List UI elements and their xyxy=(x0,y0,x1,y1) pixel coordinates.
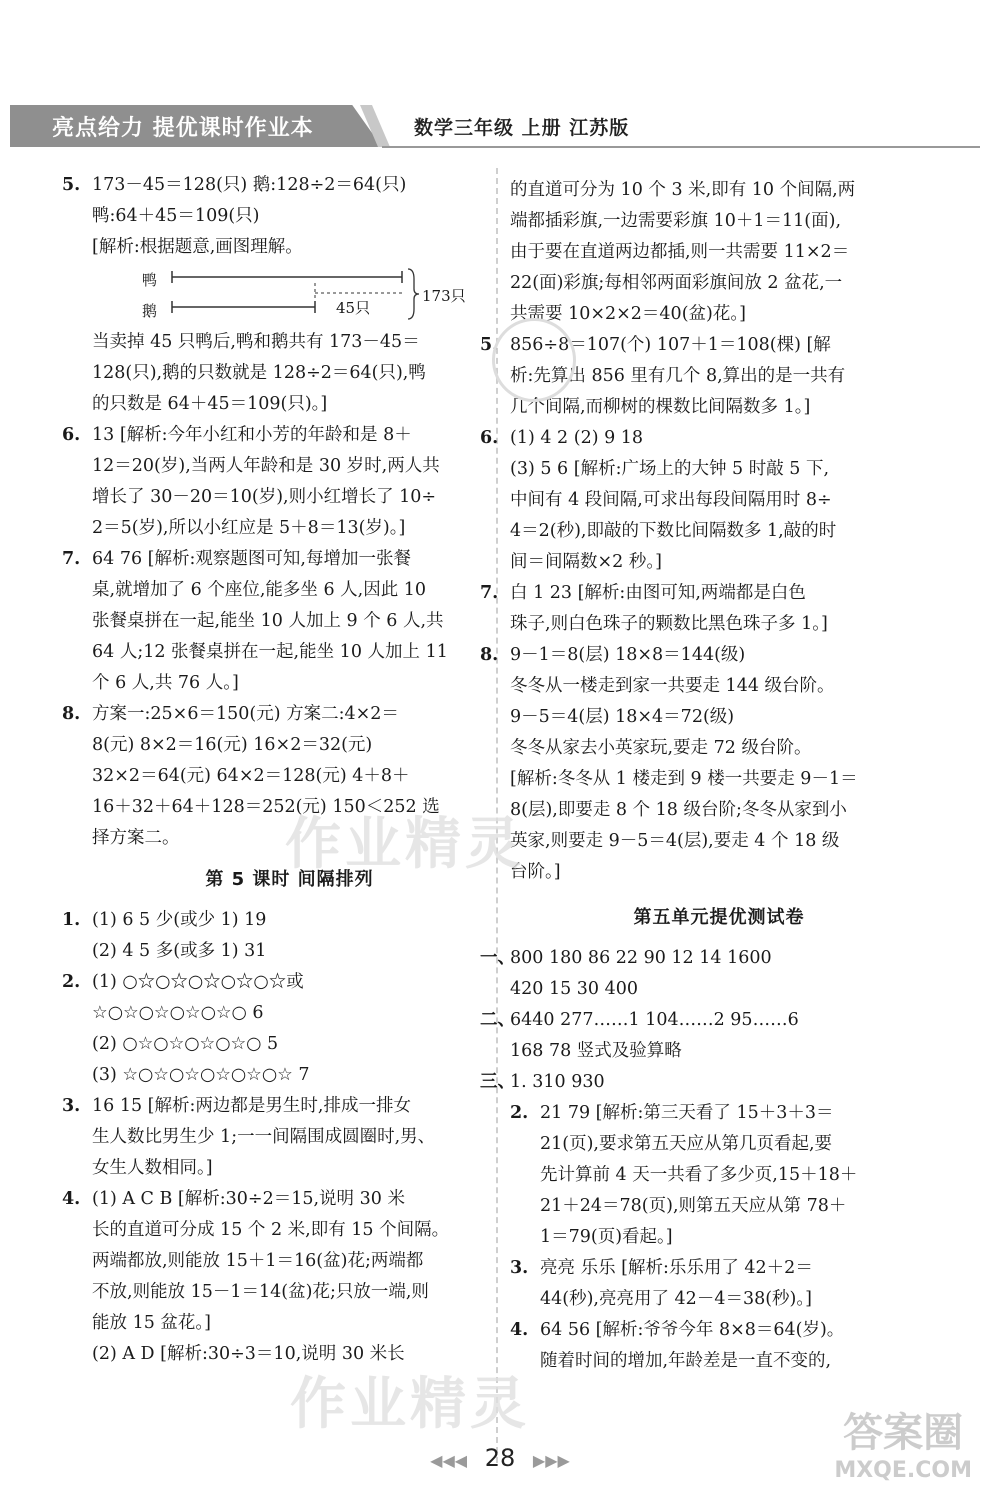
watermark-bottom: 作业精灵 xyxy=(290,1372,530,1437)
answer-line: (2) 4 5 多(或多 1) 31 xyxy=(92,941,267,961)
answer-line: 鸭:64＋45＝109(只) xyxy=(92,206,260,226)
answer-number: 8. xyxy=(62,704,81,724)
answer-line: 方案一:25×6＝150(元) 方案二:4×2＝ xyxy=(92,704,399,724)
answer-line: 16 15 [解析:两边都是男生时,排成一排女 xyxy=(92,1096,411,1116)
answer-line: (2) ○☆○☆○☆○☆○ 5 xyxy=(92,1034,279,1054)
answer-line: 先计算前 4 天一共看了多少页,15＋18＋ xyxy=(540,1165,858,1185)
answer-line: 420 15 30 400 xyxy=(510,979,639,999)
answer-line: [解析:根据题意,画图理解。 xyxy=(92,237,303,257)
answer-line: 由于要在直道两边都插,则一共需要 11×2＝ xyxy=(510,242,850,262)
answer-line: 随着时间的增加,年龄差是一直不变的, xyxy=(540,1351,832,1371)
continued-answer xyxy=(510,175,928,330)
part-3-q2 xyxy=(510,1098,928,1253)
answer-line: 女生人数相同。] xyxy=(92,1158,213,1178)
answer-number: 4. xyxy=(62,1189,81,1209)
answer-line: (1) 4 2 (2) 9 18 xyxy=(510,428,644,448)
answer-line: 22(面)彩旗;每相邻两面彩旗间放 2 盆花,一 xyxy=(510,273,843,293)
answer-line: 856÷8＝107(个) 107＋1＝108(棵) [解 xyxy=(510,335,831,355)
answer-line: 32×2＝64(元) 64×2＝128(元) 4＋8＋ xyxy=(92,766,410,786)
answer-line: 英家,则要走 9－5＝4(层),要走 4 个 18 级 xyxy=(510,831,840,851)
book-title: 亮点给力 提优课时作业本 xyxy=(52,116,314,141)
page-footer xyxy=(0,1444,1000,1472)
answer-line: 当卖掉 45 只鸭后,鸭和鹅共有 173－45＝ xyxy=(92,332,420,352)
answer-line: 168 78 竖式及验算略 xyxy=(510,1041,682,1061)
answer-line: 间＝间隔数×2 秒。] xyxy=(510,552,662,572)
page-header xyxy=(0,105,1000,147)
answer-line: 的直道可分为 10 个 3 米,即有 10 个间隔,两 xyxy=(510,180,856,200)
answer-line: 1＝79(页)看起。] xyxy=(540,1227,673,1247)
answer-7-right xyxy=(480,578,928,640)
answer-line: 析:先算出 856 里有几个 8,算出的是一共有 xyxy=(510,366,846,386)
answer-line: 两端都放,则能放 15＋1＝16(盆)花;两端都 xyxy=(92,1251,424,1271)
answer-line: 共需要 10×2×2＝40(盆)花。] xyxy=(510,304,746,324)
answer-line: 21＋24＝78(页),则第五天应从第 78＋ xyxy=(540,1196,847,1216)
lesson5-answer-1 xyxy=(62,905,487,967)
duck-label: 鸭 xyxy=(142,271,158,289)
answer-line: 中间有 4 段间隔,可求出每段间隔用时 8÷ xyxy=(510,490,832,510)
answer-line: 64 76 [解析:观察题图可知,每增加一张餐 xyxy=(92,549,411,569)
answer-line: 2＝5(岁),所以小红应是 5＋8＝13(岁)。] xyxy=(92,518,406,538)
answer-line: 冬冬从一楼走到家一共要走 144 级台阶。 xyxy=(510,676,835,696)
answer-number: 5. xyxy=(480,335,499,355)
answer-line: 不放,则能放 15－1＝14(盆)花;只放一端,则 xyxy=(92,1282,429,1302)
answer-line: (1) 6 5 少(或少 1) 19 xyxy=(92,910,267,930)
part-3 xyxy=(480,1067,928,1098)
answer-line: 冬冬从家去小英家玩,要走 72 级台阶。 xyxy=(510,738,812,758)
answer-line: 珠子,则白色珠子的颗数比黑色珠子多 1。] xyxy=(510,614,828,634)
answer-number: 6. xyxy=(480,428,499,448)
answer-line: 6440 277……1 104……2 95……6 xyxy=(510,1010,799,1030)
page-number: 28 xyxy=(484,1444,516,1472)
watermark-mid: 作业精灵 xyxy=(285,812,525,877)
answer-line: 8(层),即要走 8 个 18 级台阶;冬冬从家到小 xyxy=(510,800,847,820)
answer-line: 12＝20(岁),当两人年龄和是 30 岁时,两人共 xyxy=(92,456,440,476)
answer-line: 128(只),鹅的只数就是 128÷2＝64(只),鸭 xyxy=(92,363,426,383)
line-segment-diagram xyxy=(122,263,487,327)
goose-label: 鹅 xyxy=(142,302,158,320)
answer-line: 台阶。] xyxy=(510,862,561,882)
answer-line: 白 1 23 [解析:由图可知,两端都是白色 xyxy=(510,583,806,603)
answer-line: 能放 15 盆花。] xyxy=(92,1313,211,1333)
answer-line: 几个间隔,而柳树的棵数比间隔数多 1。] xyxy=(510,397,811,417)
unit-test-title: 第五单元提优测试卷 xyxy=(633,907,805,928)
answer-line: 张餐桌拼在一起,能坐 10 人加上 9 个 6 人,共 xyxy=(92,611,444,631)
answer-line: 端都插彩旗,一边需要彩旗 10＋1＝11(面), xyxy=(510,211,842,231)
answer-8-right xyxy=(480,640,928,888)
book-subtitle: 数学三年级 上册 江苏版 xyxy=(414,117,630,139)
answer-line: 9－1＝8(层) 18×8＝144(级) xyxy=(510,645,746,665)
part-2 xyxy=(480,1005,928,1067)
answer-number: 2. xyxy=(510,1103,529,1123)
answer-line: 173－45＝128(只) 鹅:128÷2＝64(只) xyxy=(92,175,407,195)
answer-number: 3. xyxy=(62,1096,81,1116)
left-column xyxy=(62,170,487,1370)
part-number: 一、 xyxy=(480,948,515,968)
corner-logo-url: MXQE.COM xyxy=(834,1458,972,1483)
answer-number: 5. xyxy=(62,175,81,195)
answer-line: (1) ○☆○☆○☆○☆○☆或 xyxy=(92,972,304,992)
answer-line: [解析:冬冬从 1 楼走到 9 楼一共要走 9－1＝ xyxy=(510,769,858,789)
answer-line: 44(秒),亮亮用了 42－4＝38(秒)。] xyxy=(540,1289,812,1309)
answer-line: 亮亮 乐乐 [解析:乐乐用了 42＋2＝ xyxy=(540,1258,813,1278)
answer-line: 的只数是 64＋45＝109(只)。] xyxy=(92,394,328,414)
answer-6 xyxy=(62,420,487,544)
answer-5 xyxy=(62,170,487,420)
answer-line: (2) A D [解析:30÷3＝10,说明 30 米长 xyxy=(92,1344,405,1364)
answer-line: 16＋32＋64＋128＝252(元) 150＜252 选 xyxy=(92,797,440,817)
answer-line: 桌,就增加了 6 个座位,能多坐 6 人,因此 10 xyxy=(92,580,427,600)
answer-line: 64 56 [解析:爷爷今年 8×8＝64(岁)。 xyxy=(540,1320,845,1340)
lesson5-answer-3 xyxy=(62,1091,487,1184)
answer-line: (1) A C B [解析:30÷2＝15,说明 30 米 xyxy=(92,1189,405,1209)
answer-line: 13 [解析:今年小红和小芳的年龄和是 8＋ xyxy=(92,425,412,445)
part-3-q4 xyxy=(510,1315,928,1377)
part-number: 三、 xyxy=(480,1072,515,1092)
answer-number: 3. xyxy=(510,1258,529,1278)
answer-number: 6. xyxy=(62,425,81,445)
answer-number: 2. xyxy=(62,972,81,992)
right-arrows-icon: ▶▶▶ xyxy=(532,1451,570,1470)
answer-number: 8. xyxy=(480,645,499,665)
lesson5-answer-4 xyxy=(62,1184,487,1370)
segment-diagram-svg xyxy=(122,263,462,327)
section-title: 第 5 课时 间隔排列 xyxy=(205,869,374,890)
part-number: 二、 xyxy=(480,1010,515,1030)
left-arrows-icon: ◀◀◀ xyxy=(430,1451,468,1470)
part-1 xyxy=(480,943,928,1005)
answer-line: 生人数比男生少 1;一一间隔围成圆圈时,男、 xyxy=(92,1127,436,1147)
answer-6-right xyxy=(480,423,928,578)
corner-logo-text: 答案圈 xyxy=(843,1410,964,1456)
answer-line: 择方案二。 xyxy=(92,828,180,848)
answer-line: 9－5＝4(层) 18×4＝72(级) xyxy=(510,707,735,727)
answer-number: 7. xyxy=(62,549,81,569)
answer-7 xyxy=(62,544,487,699)
answer-line: ☆○☆○☆○☆○☆○ 6 xyxy=(92,1003,264,1023)
answer-number: 7. xyxy=(480,583,499,603)
answer-line: 800 180 86 22 90 12 14 1600 xyxy=(510,948,772,968)
total-label: 173只 xyxy=(422,287,466,305)
answer-number: 1. xyxy=(62,910,81,930)
answer-line: (3) ☆○☆○☆○☆○☆○☆ 7 xyxy=(92,1065,310,1085)
lesson5-answer-2 xyxy=(62,967,487,1091)
part-3-q3 xyxy=(510,1253,928,1315)
answer-line: 增长了 30－20＝10(岁),则小红增长了 10÷ xyxy=(92,487,437,507)
answer-line: 8(元) 8×2＝16(元) 16×2＝32(元) xyxy=(92,735,373,755)
answer-number: 4. xyxy=(510,1320,529,1340)
answer-line: 21 79 [解析:第三天看了 15＋3＋3＝ xyxy=(540,1103,834,1123)
header-rule xyxy=(382,146,980,148)
answer-line: 21(页),要求第五天应从第几页看起,要 xyxy=(540,1134,833,1154)
answer-line: 4＝2(秒),即敲的下数比间隔数多 1,敲的时 xyxy=(510,521,837,541)
answer-line: 64 人;12 张餐桌拼在一起,能坐 10 人加上 11 xyxy=(92,642,448,662)
answer-line: 长的直道可分成 15 个 2 米,即有 15 个间隔。 xyxy=(92,1220,450,1240)
difference-label: 45只 xyxy=(336,299,371,317)
answer-line: (3) 5 6 [解析:广场上的大钟 5 时敲 5 下, xyxy=(510,459,830,479)
answer-line: 个 6 人,共 76 人。] xyxy=(92,673,239,693)
answer-line: 1. 310 930 xyxy=(510,1072,605,1092)
